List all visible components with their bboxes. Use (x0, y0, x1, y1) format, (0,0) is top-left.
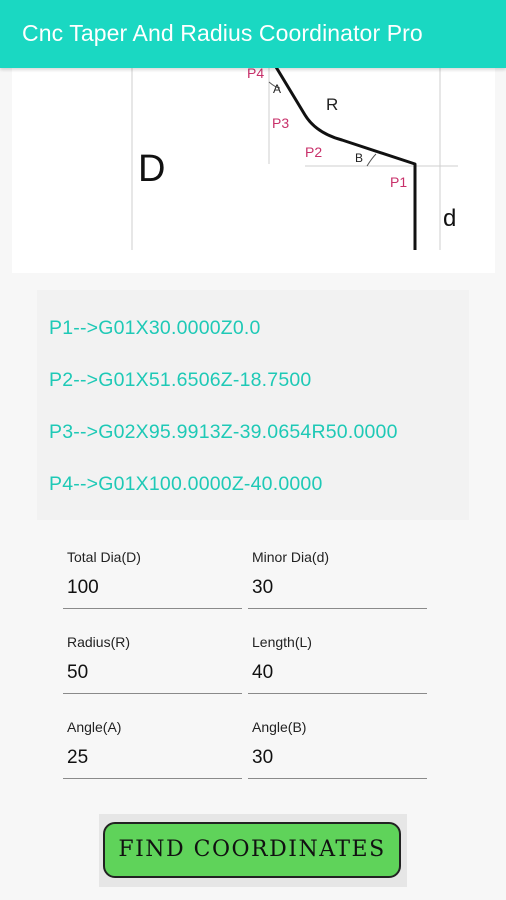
label-radius: R (326, 95, 339, 114)
coordinate-line-p2: P2-->G01X51.6506Z-18.7500 (49, 369, 312, 391)
length-underline (248, 693, 427, 694)
total-dia-input[interactable]: 100 (67, 577, 99, 598)
coordinate-line-p1: P1-->G01X30.0000Z0.0 (49, 317, 261, 339)
length-label: Length(L) (252, 634, 312, 650)
label-p3: P3 (272, 115, 290, 131)
find-coordinates-container (99, 814, 407, 887)
part-profile (273, 68, 415, 250)
angle-b-underline (248, 778, 427, 779)
label-minor-dia: d (443, 205, 457, 232)
coordinate-line-p4: P4-->G01X100.0000Z-40.0000 (49, 473, 323, 495)
minor-dia-underline (248, 608, 427, 609)
coordinates-output-panel (37, 290, 469, 520)
label-p4: P4 (247, 68, 265, 81)
label-p2: P2 (305, 144, 323, 160)
app-title: Cnc Taper And Radius Coordinator Pro (22, 20, 423, 46)
angle-a-label: Angle(A) (67, 719, 122, 735)
total-dia-label: Total Dia(D) (67, 549, 141, 565)
angle-b-arc (367, 154, 376, 166)
angle-b-input[interactable]: 30 (252, 747, 274, 768)
taper-radius-diagram (12, 68, 495, 273)
radius-input[interactable]: 50 (67, 662, 89, 683)
angle-a-input[interactable]: 25 (67, 747, 89, 768)
coordinate-line-p3: P3-->G02X95.9913Z-39.0654R50.0000 (49, 421, 398, 443)
radius-label: Radius(R) (67, 634, 131, 650)
find-coordinates-label: FIND COORDINATES (118, 837, 386, 862)
label-major-dia: D (138, 148, 166, 190)
find-coordinates-button[interactable] (103, 822, 401, 878)
angle-a-underline (63, 778, 242, 779)
length-input[interactable]: 40 (252, 662, 274, 683)
radius-underline (63, 693, 242, 694)
diagram-svg (12, 68, 495, 273)
minor-dia-label: Minor Dia(d) (252, 549, 330, 565)
angle-b-label: Angle(B) (252, 719, 307, 735)
label-angle-b: B (355, 151, 364, 165)
label-p1: P1 (390, 174, 408, 190)
total-dia-underline (63, 608, 242, 609)
label-angle-a: A (273, 82, 282, 96)
app-bar (0, 0, 506, 68)
minor-dia-input[interactable]: 30 (252, 577, 274, 598)
